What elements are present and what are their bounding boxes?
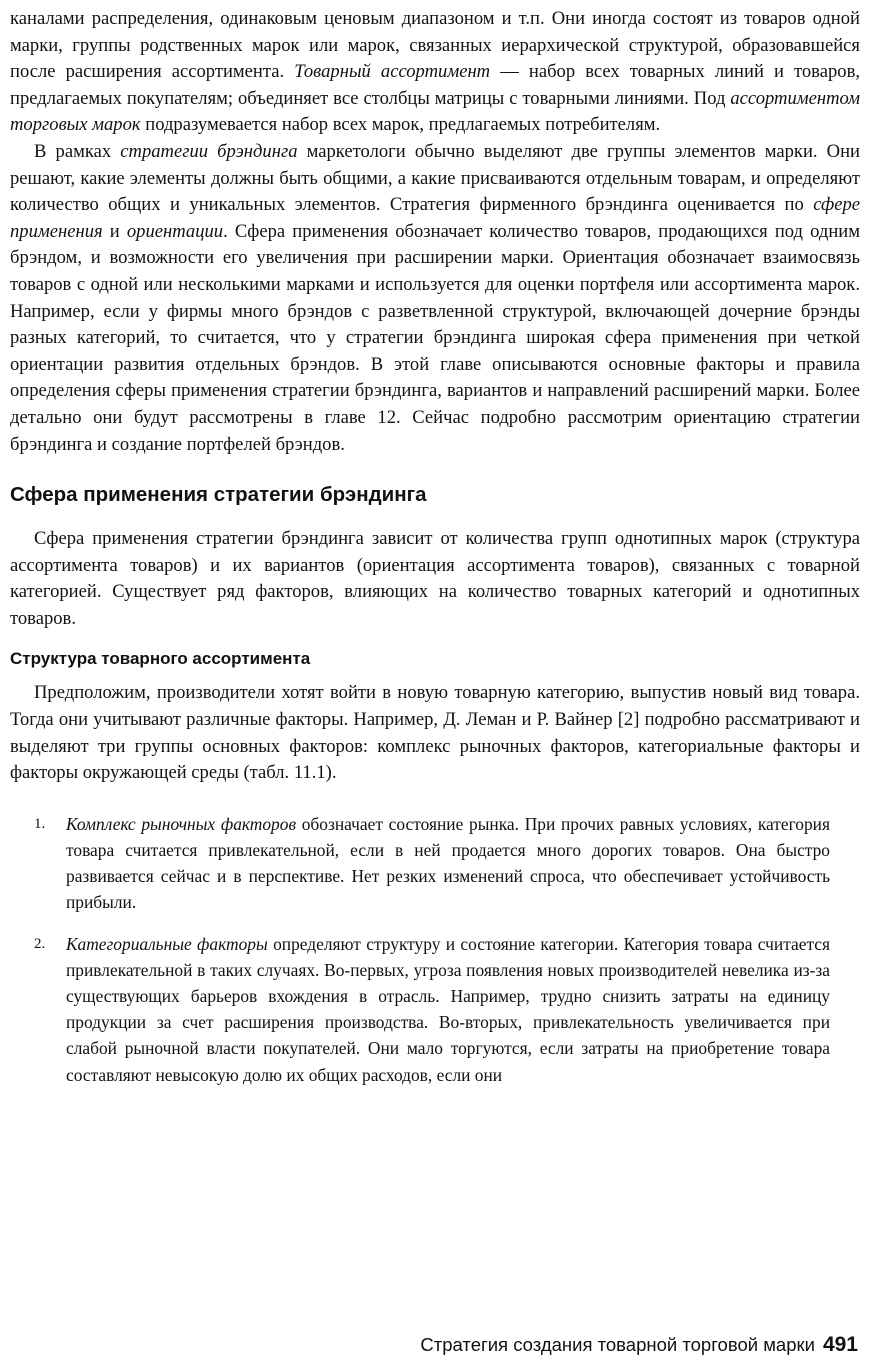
factor-list [10,811,860,1088]
list-term: Категориальные факторы [66,933,268,954]
paragraph-scope-intro: Сфера применения стратегии брэндинга зависит от количества групп однотипных марок (структура ассортимента товаров) и их вариантов (ориентация ассортимента товаров), связанных с товарной категорией. Существует ряд факторов, влияющих на количество товарных категорий и однотипных товаров. [10,528,860,629]
text-run: подразумевается набор всех марок, предлагаемых потребителям. [140,114,661,136]
book-page [10,6,860,1103]
term-product-assortment: Товарный ассортимент [294,61,491,83]
subsection-heading: Структура товарного ассортимента [10,649,311,669]
list-text: обозначает состояние рынка. При прочих равных условиях, категория товара считается привлекательной, если в ней продается много дорогих товаров. Она быстро развивается сейчас и в перспективе. Нет резких изменений спроса, что обеспечивает устойчивость прибыли. [66,813,830,913]
paragraph-assortment-structure: Предположим, производители хотят войти в новую товарную категорию, выпустив новый вид товара. Тогда они учитывают различные факторы. Например, Д. Леман и Р. Вайнер [2] подробно рассматривают и выделяют три группы основных факторов: комплекс рыночных факторов, категориальные факторы и факторы окружающей среды (табл. 11.1). [10,682,860,784]
term-orientation: ориентации [126,220,224,242]
text-run: каналами распределения, одинаковым ценовым диапазоном и т.п. Они иногда состоят из товаров одной марки, группы родственных марок или марок, связанных иерархической структурой, образовавшейся после расширения ассортимента. [10,8,860,83]
term-branding-strategy: стратегии брэндинга [120,140,298,162]
list-item [10,931,860,1088]
text-run: маркетологи обычно выделяют две группы элементов марки. Они решают, какие элементы должны быть общими, а какие присваиваются отдельным товарам, и определяют количество общих и уникальных элементов. Стратегия фирменного брэндинга оценивается по [10,140,860,216]
text-run: В рамках [34,140,121,162]
list-text: определяют структуру и состояние категории. Категория товара считается привлекательной в таких случаях. Во-первых, угроза появления новых производителей невелика из-за существующих барьеров вхождения в отрасль. Например, трудно снизить затраты на единицу продукции за счет расширения производства. Во-вторых, привлекательность увеличивается при слабой рыночной власти покупателей. Они мало торгуются, если затраты на приобретение товара составляют невысокую долю их общих расходов, если они [66,933,831,1085]
running-title: Стратегия создания товарной торговой марки [420,1334,815,1355]
text-run: — набор всех товарных линий и товаров, предлагаемых покупателям; объединяет все столбцы матрицы с товарными линиями. Под [10,61,860,109]
term-brand-assortment: ассортиментом торговых марок [10,87,860,136]
paragraph-branding-strategy [10,139,860,458]
page-footer [420,1333,858,1357]
page-number: 491 [822,1333,858,1356]
term-scope: сфере применения [10,194,860,242]
section-heading: Сфера применения стратегии брэндинга [10,483,427,507]
list-item [10,811,860,916]
list-number: 2. [34,935,46,952]
paragraph-assortment-definition [10,6,860,139]
list-number: 1. [34,815,46,832]
list-term: Комплекс рыночных факторов [66,813,296,834]
text-run: . Сфера применения обозначает количество товаров, продающихся под одним брэндом, и возможности его увеличения при расширении марки. Ориентация обозначает взаимосвязь товаров с одной или несколькими марками и используется для оценки портфеля или ассортимента марок. Например, если у фирмы много брэндов с разветвленной структурой, включающей дочерние брэнды разных категорий, то считается, что у стратегии брэндинга широкая сфера применения при четкой ориентации развития отдельных брэндов. В этой главе описываются основные факторы и правила определения сферы применения стратегии брэндинга, вариантов и направлений расширений марки. Более детально они будут рассмотрены в главе 12. Сейчас подробно рассмотрим ориентацию стратегии брэндинга и создание портфелей брэндов. [10,220,861,455]
text-run: и [102,220,127,242]
